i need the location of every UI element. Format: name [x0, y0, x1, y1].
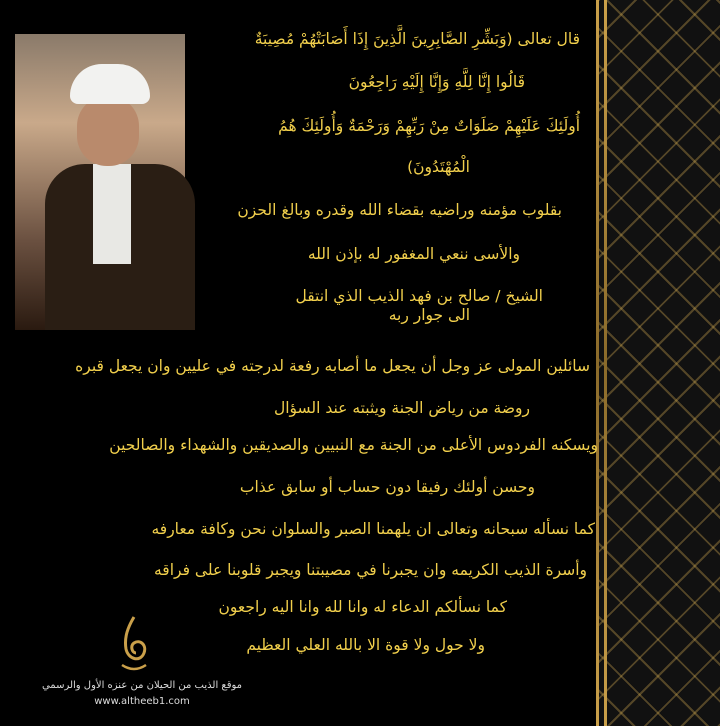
- deceased-name-line: الشيخ / صالح بن فهد الذيب الذي انتقل: [295, 287, 543, 305]
- verse-line-2: قَالُوا إِنَّا لِلَّهِ وَإِنَّا إِلَيْهِ رَاجِعُونَ: [348, 73, 525, 91]
- verse-line-3: أُولَئِكَ عَلَيْهِمْ صَلَوَاتٌ مِنْ رَبِّهِمْ وَرَحْمَةٌ وَأُولَئِكَ هُمُ: [278, 117, 580, 135]
- condolence-line-1: بقلوب مؤمنه وراضيه بقضاء الله وقدره وبالغ الحزن: [237, 201, 562, 219]
- gold-border-inner: [604, 0, 607, 726]
- photo-headdress: [70, 64, 150, 104]
- prayer-line-7: كما نسألكم الدعاء له وانا لله وانا اليه راجعون: [218, 598, 507, 616]
- decorative-pattern-panel: [596, 0, 720, 726]
- portrait-photo: [15, 34, 185, 330]
- site-logo-icon: [114, 615, 154, 675]
- deceased-line-2: الى جوار ربه: [388, 306, 470, 324]
- site-url[interactable]: www.altheeb1.com: [94, 696, 190, 707]
- prayer-line-1: سائلين المولى عز وجل أن يجعل ما أصابه رفعة لدرجته في عليين وان يجعل قبره: [75, 357, 590, 375]
- condolence-line-2: والأسى ننعي المغفور له بإذن الله: [307, 245, 520, 263]
- prayer-line-5: كما نسأله سبحانه وتعالى ان يلهمنا الصبر والسلوان نحن وكافة معارفه: [151, 520, 595, 538]
- prayer-line-2: روضة من رياض الجنة ويثبته عند السؤال: [273, 399, 530, 417]
- closing-line: ولا حول ولا قوة الا بالله العلي العظيم: [246, 636, 485, 654]
- photo-face: [77, 96, 139, 166]
- verse-line-1: قال تعالى (وَبَشِّرِ الصَّابِرِينَ الَّذِينَ إِذَا أَصَابَتْهُمْ مُصِيبَةٌ: [254, 30, 580, 48]
- gold-border-left: [596, 0, 599, 726]
- site-name: موقع الذيب من الحيلان من عنزه الأول والرسمي: [41, 680, 243, 691]
- prayer-line-4: وحسن أولئك رفيقا دون حساب أو سابق عذاب: [239, 478, 535, 496]
- verse-line-4: الْمُهْتَدُونَ): [407, 158, 470, 176]
- prayer-line-6: وأسرة الذيب الكريمه وان يجبرنا في مصيبتنا ويجبر قلوبنا على فراقه: [154, 561, 587, 579]
- photo-shirt: [93, 164, 131, 264]
- prayer-line-3: ويسكنه الفردوس الأعلى من الجنة مع النبيين والصديقين والشهداء والصالحين: [109, 436, 598, 454]
